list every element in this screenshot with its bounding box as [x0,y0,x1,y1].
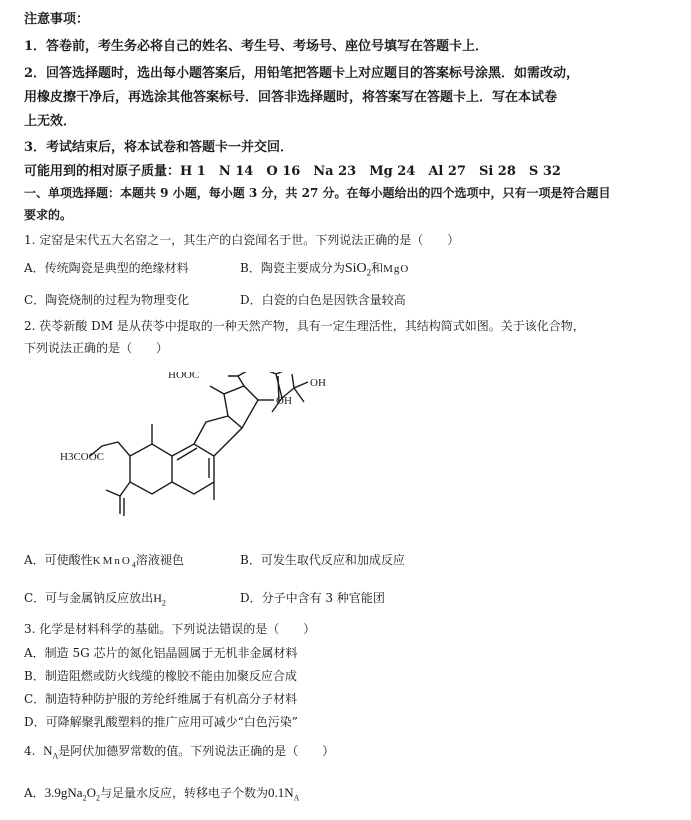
q4-option-a: A．$3.9gNa_2O_2$与足量水反应，转移电子个数为$0.1N_A$ [24,785,300,803]
q2-option-b: B．可发生取代反应和加成反应 [240,553,405,567]
note-2-line2: 用橡皮擦干净后，再选涂其他答案标号．回答非选择题时，将答案写在答题卡上．写在本试卷 [24,90,558,105]
q1-option-b: B．陶瓷主要成分为SiO$_2$和MgO [240,261,410,278]
section-header-cont: 要求的。 [24,208,73,222]
side-oh-label: OH [310,377,326,389]
structural-formula [60,372,360,534]
q1-stem: 1. 定窑是宋代五大名窑之一，其生产的白瓷闻名于世。下列说法正确的是（ ） [24,233,460,247]
ester-label: H3COOC [60,451,105,463]
q3-option-c: C．制造特种防护服的芳纶纤维属于有机高分子材料 [24,692,298,706]
q2-option-a: A．可使酸性KMnO$_4$溶液褪色 [24,553,184,570]
q3-option-a: A．制造 5G 芯片的氮化铝晶圆属于无机非金属材料 [24,646,298,660]
note-2-line3: 上无效． [24,114,77,129]
note-2-line1: 2．回答选择题时，选出每小题答案后，用铅笔把答题卡上对应题目的答案标号涂黑．如需改动， [24,66,580,81]
note-1: 1．答卷前，考生务必将自己的姓名、考生号、考场号、座位号填写在答题卡上． [24,39,489,54]
note-3: 3．考试结束后，将本试卷和答题卡一并交回． [24,140,294,155]
ring-oh-label: OH [276,395,292,407]
q3-option-b: B．制造阻燃或防火线缆的橡胶不能由加聚反应合成 [24,669,297,683]
q4-stem: 4. $N_A$是阿伏加德罗常数的值。下列说法正确的是（ ） [24,743,335,761]
hooc-label: HOOC [168,372,200,381]
q1-option-a: A．传统陶瓷是典型的绝缘材料 [24,261,189,275]
relative-atomic-masses: 可能用到的相对原子质量：H 1 N 14 O 16 Na 23 Mg 24 Al 27 Si 28 S 32 [24,164,561,179]
q3-option-d: D．可降解聚乳酸塑料的推广应用可减少“白色污染” [24,715,298,729]
q2-option-c: C．可与金属钠反应放出$H_2$ [24,591,166,608]
q2-stem-cont: 下列说法正确的是（ ） [24,341,169,355]
q2-option-d: D．分子中含有 3 种官能团 [240,591,385,605]
q1-option-c: C．陶瓷烧制的过程为物理变化 [24,293,190,307]
q3-stem: 3. 化学是材料科学的基础。下列说法错误的是（ ） [24,622,316,636]
q2-stem: 2. 茯苓新酸 DM 是从茯苓中提取的一种天然产物，具有一定生理活性，其结构简式如图。关于该化合物， [24,319,585,333]
notes-title: 注意事项： [24,12,90,27]
section-header: 一、单项选择题：本题共 9 小题，每小题 3 分，共 27 分。在每小题给出的四个选项中，只有一项是符合题目 [24,186,611,200]
q1-option-d: D．白瓷的白色是因铁含量较高 [240,293,406,307]
